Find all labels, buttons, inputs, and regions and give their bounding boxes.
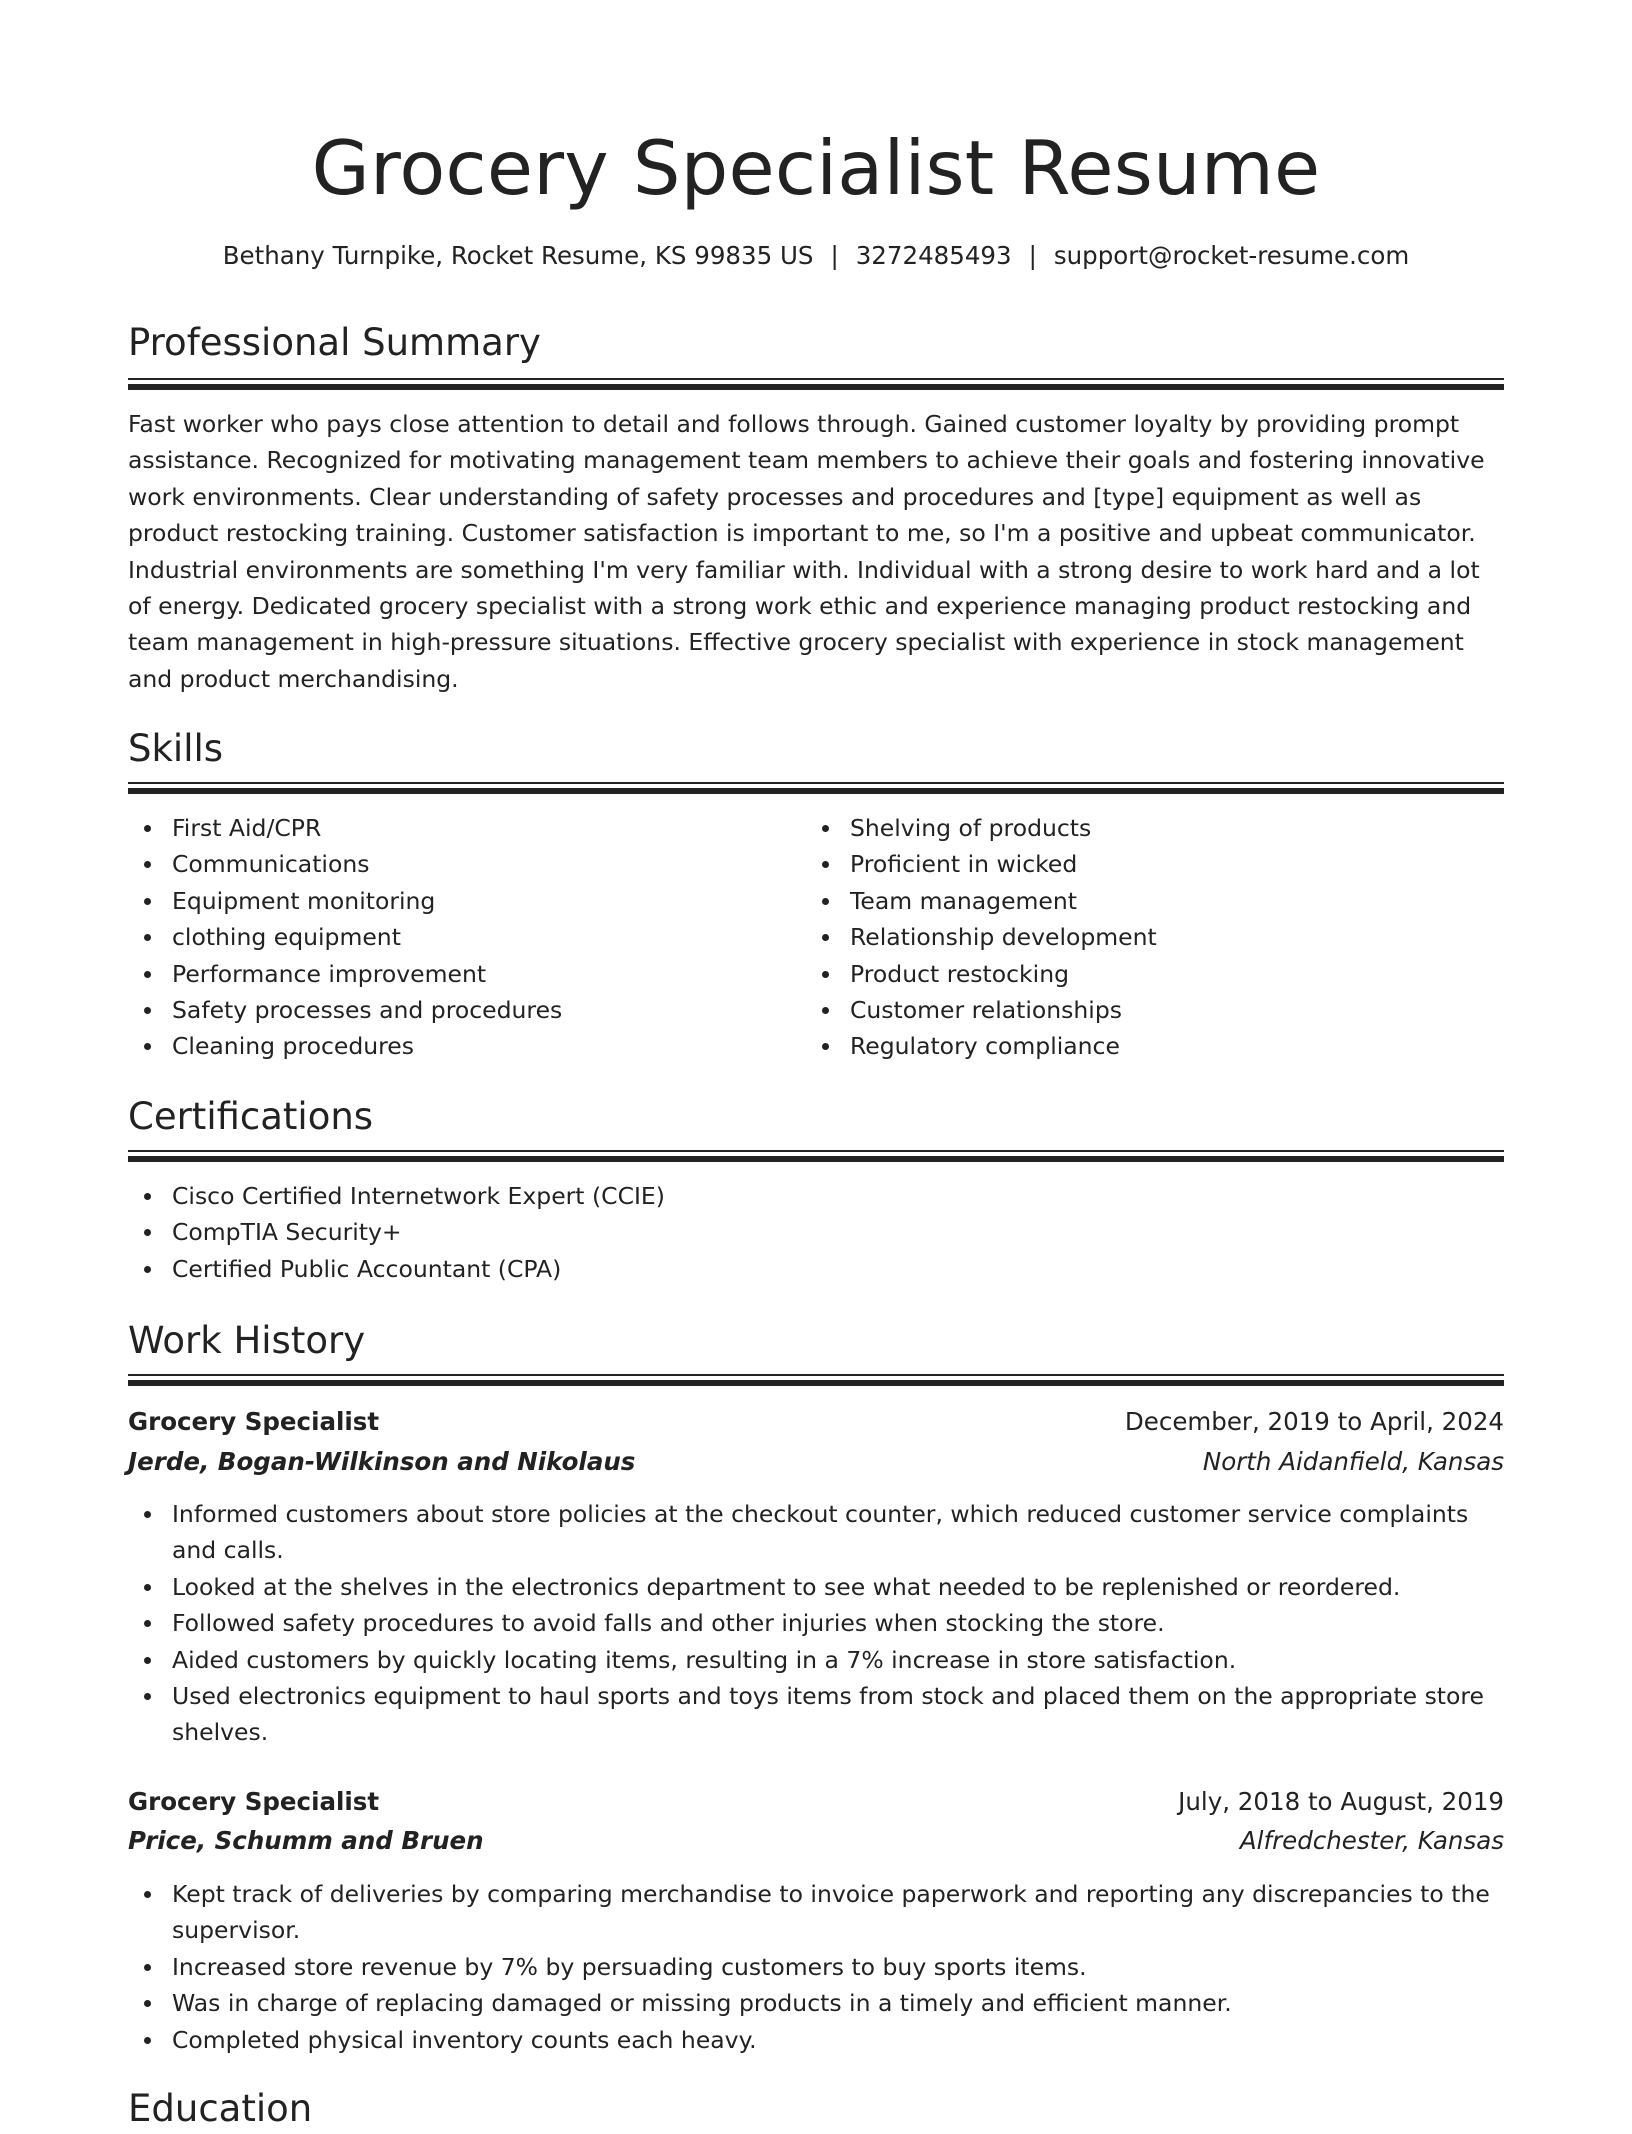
section-divider xyxy=(128,378,1504,391)
skill-item: Team management xyxy=(806,883,1504,919)
job-bullet: Used electronics equipment to haul sports and toys items from stock and placed them on the appropriate store shelves. xyxy=(128,1678,1504,1751)
job-bullet: Looked at the shelves in the electronics department to see what needed to be replenished or reordered. xyxy=(128,1569,1504,1605)
section-divider xyxy=(128,1150,1504,1163)
contact-phone: 3272485493 xyxy=(855,241,1012,270)
contact-separator: | xyxy=(1028,241,1037,270)
skills-list-right xyxy=(806,810,1504,1065)
skill-item: Proficient in wicked xyxy=(806,846,1504,882)
job-bullets xyxy=(128,1496,1504,1751)
skill-item: Customer relationships xyxy=(806,992,1504,1028)
job-dates: December, 2019 to April, 2024 xyxy=(1124,1407,1504,1436)
section-divider xyxy=(128,1374,1504,1387)
skill-item: Product restocking xyxy=(806,956,1504,992)
skills-heading: Skills xyxy=(128,727,224,770)
job-bullet: Kept track of deliveries by comparing merchandise to invoice paperwork and reporting any discrepancies to the supervisor. xyxy=(128,1876,1504,1949)
job-title: Grocery Specialist xyxy=(128,1407,380,1436)
skill-item: Performance improvement xyxy=(128,956,768,992)
certification-item: Certified Public Accountant (CPA) xyxy=(128,1251,1504,1287)
job-bullets xyxy=(128,1876,1504,2058)
job-bullet: Increased store revenue by 7% by persuading customers to buy sports items. xyxy=(128,1949,1504,1985)
skill-item: Cleaning procedures xyxy=(128,1028,768,1064)
certifications-heading: Certifications xyxy=(128,1095,374,1138)
skill-item: First Aid/CPR xyxy=(128,810,768,846)
job-bullet: Was in charge of replacing damaged or missing products in a timely and efficient manner. xyxy=(128,1985,1504,2021)
job-header xyxy=(128,1782,1504,1822)
job-company: Price, Schumm and Bruen xyxy=(128,1826,484,1855)
contact-address: Bethany Turnpike, Rocket Resume, KS 99835 US xyxy=(222,241,814,270)
certification-item: Cisco Certified Internetwork Expert (CCIE) xyxy=(128,1178,1504,1214)
job-title: Grocery Specialist xyxy=(128,1787,380,1816)
job-bullet: Followed safety procedures to avoid falls and other injuries when stocking the store. xyxy=(128,1605,1504,1641)
job-location: North Aidanfield, Kansas xyxy=(1202,1447,1504,1476)
skills-list-left xyxy=(128,810,768,1065)
work-history-heading: Work History xyxy=(128,1319,366,1362)
job-subheader xyxy=(128,1442,1504,1482)
contact-line xyxy=(128,238,1504,274)
job-bullet: Informed customers about store policies at the checkout counter, which reduced customer service complaints and calls. xyxy=(128,1496,1504,1569)
job-bullet: Completed physical inventory counts each heavy. xyxy=(128,2022,1504,2058)
contact-email: support@rocket-resume.com xyxy=(1053,241,1410,270)
skill-item: Shelving of products xyxy=(806,810,1504,846)
certifications-list xyxy=(128,1178,1504,1287)
skill-item: Regulatory compliance xyxy=(806,1028,1504,1064)
summary-text: Fast worker who pays close attention to detail and follows through. Gained customer loyalty by providing prompt assistance. Recognized for motivating management team members to achieve their goals and fostering innovative work environments. Clear understanding of safety processes and procedures and [type] equipment as well as product restocking training. Customer satisfaction is important to me, so I'm a positive and upbeat communicator. Industrial environments are something I'm very familiar with. Individual with a strong desire to work hard and a lot of energy. Dedicated grocery specialist with a strong work ethic and experience managing product restocking and team management in high-pressure situations. Effective grocery specialist with experience in stock management and product merchandising. xyxy=(128,410,1485,693)
job-header xyxy=(128,1402,1504,1442)
skill-item: Equipment monitoring xyxy=(128,883,768,919)
job-location: Alfredchester, Kansas xyxy=(1239,1826,1504,1855)
job-dates: July, 2018 to August, 2019 xyxy=(1178,1787,1504,1816)
skill-item: clothing equipment xyxy=(128,919,768,955)
skill-item: Safety processes and procedures xyxy=(128,992,768,1028)
job-company: Jerde, Bogan-Wilkinson and Nikolaus xyxy=(128,1447,636,1476)
education-heading: Education xyxy=(128,2087,313,2130)
skill-item: Relationship development xyxy=(806,919,1504,955)
job-subheader xyxy=(128,1821,1504,1861)
job-bullet: Aided customers by quickly locating items, resulting in a 7% increase in store satisfaction. xyxy=(128,1642,1504,1678)
skill-item: Communications xyxy=(128,846,768,882)
certification-item: CompTIA Security+ xyxy=(128,1214,1504,1250)
section-divider xyxy=(128,782,1504,795)
summary-heading: Professional Summary xyxy=(128,321,541,364)
page-title: Grocery Specialist Resume xyxy=(311,124,1321,212)
contact-separator: | xyxy=(830,241,839,270)
